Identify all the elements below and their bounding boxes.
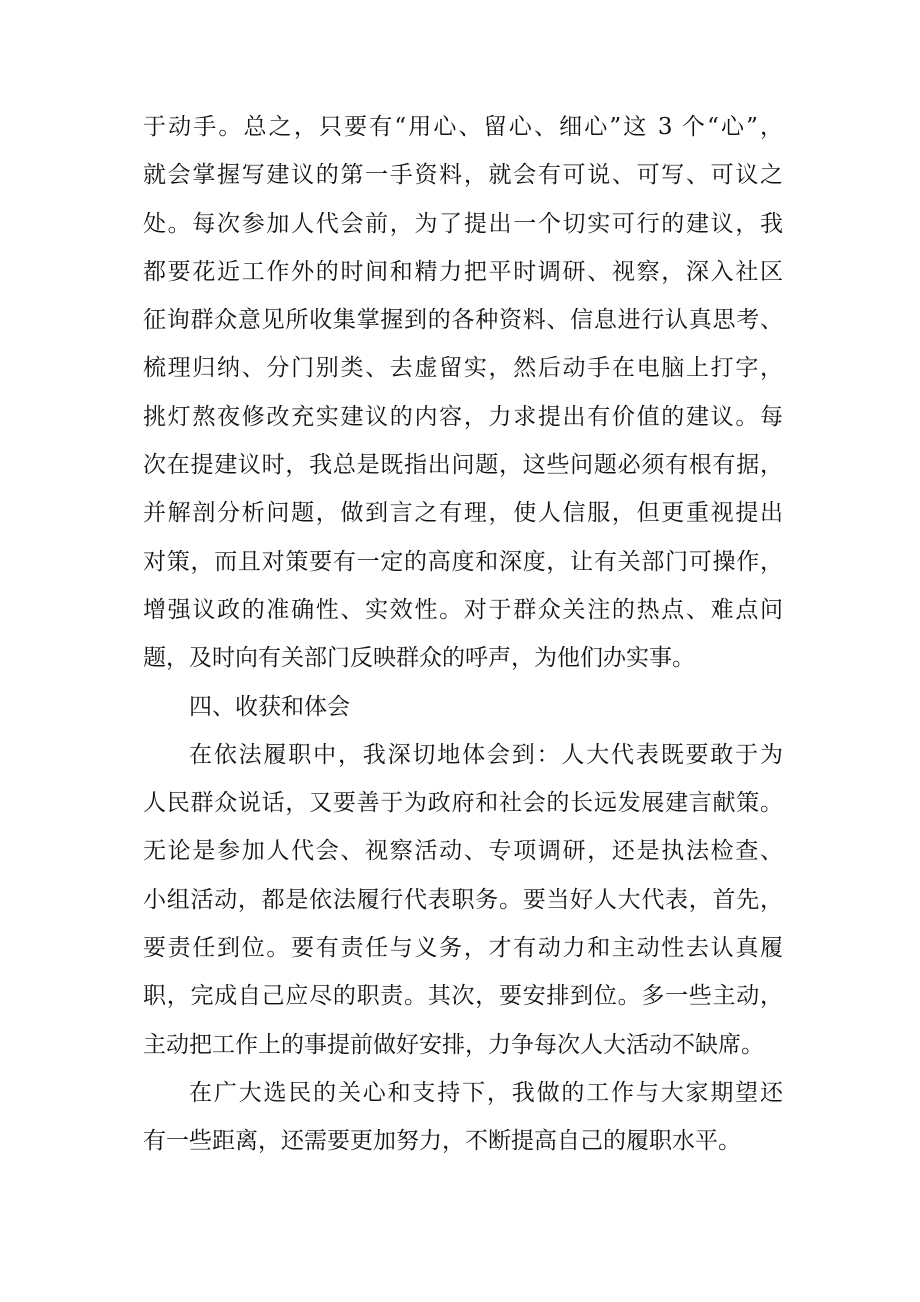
text-line: 增强议政的准确性、实效性。对于群众关注的热点、难点问 bbox=[143, 596, 783, 623]
text-line: 次在提建议时，我总是既指出问题，这些问题必须有根有据， bbox=[143, 452, 783, 479]
section-heading: 四、收获和体会 bbox=[189, 693, 350, 720]
text-line: 要责任到位。要有责任与义务，才有动力和主动性去认真履 bbox=[143, 935, 783, 962]
text-line: 在广大选民的关心和支持下，我做的工作与大家期望还 bbox=[189, 1079, 783, 1106]
text-line: 于动手。总之，只要有“用心、留心、细心”这 3 个“心”， bbox=[143, 114, 783, 140]
text-line: 题，及时向有关部门反映群众的呼声，为他们办实事。 bbox=[143, 645, 695, 672]
text-line: 挑灯熬夜修改充实建议的内容，力求提出有价值的建议。每 bbox=[143, 403, 783, 430]
text-line: 并解剖分析问题，做到言之有理，使人信服，但更重视提出 bbox=[143, 500, 783, 527]
text-line: 在依法履职中，我深切地体会到：人大代表既要敢于为 bbox=[189, 741, 783, 768]
text-line: 都要花近工作外的时间和精力把平时调研、视察，深入社区 bbox=[143, 258, 783, 285]
body-text bbox=[143, 103, 783, 1166]
text-line: 小组活动，都是依法履行代表职务。要当好人大代表，首先， bbox=[143, 886, 783, 913]
text-line: 梳理归纳、分门别类、去虚留实，然后动手在电脑上打字， bbox=[143, 355, 783, 382]
text-line: 有一些距离，还需要更加努力，不断提高自己的履职水平。 bbox=[143, 1128, 741, 1155]
text-line: 处。每次参加人代会前，为了提出一个切实可行的建议，我 bbox=[143, 210, 783, 237]
text-line: 对策，而且对策要有一定的高度和深度，让有关部门可操作， bbox=[143, 548, 783, 575]
text-line: 就会掌握写建议的第一手资料，就会有可说、可写、可议之 bbox=[143, 162, 783, 189]
text-line: 无论是参加人代会、视察活动、专项调研，还是执法检查、 bbox=[143, 838, 783, 865]
text-line: 职，完成自己应尽的职责。其次，要安排到位。多一些主动， bbox=[143, 983, 783, 1010]
text-line: 人民群众说话，又要善于为政府和社会的长远发展建言献策。 bbox=[143, 790, 783, 817]
text-line: 征询群众意见所收集掌握到的各种资料、信息进行认真思考、 bbox=[143, 307, 783, 334]
text-line: 主动把工作上的事提前做好安排，力争每次人大活动不缺席。 bbox=[143, 1031, 764, 1058]
